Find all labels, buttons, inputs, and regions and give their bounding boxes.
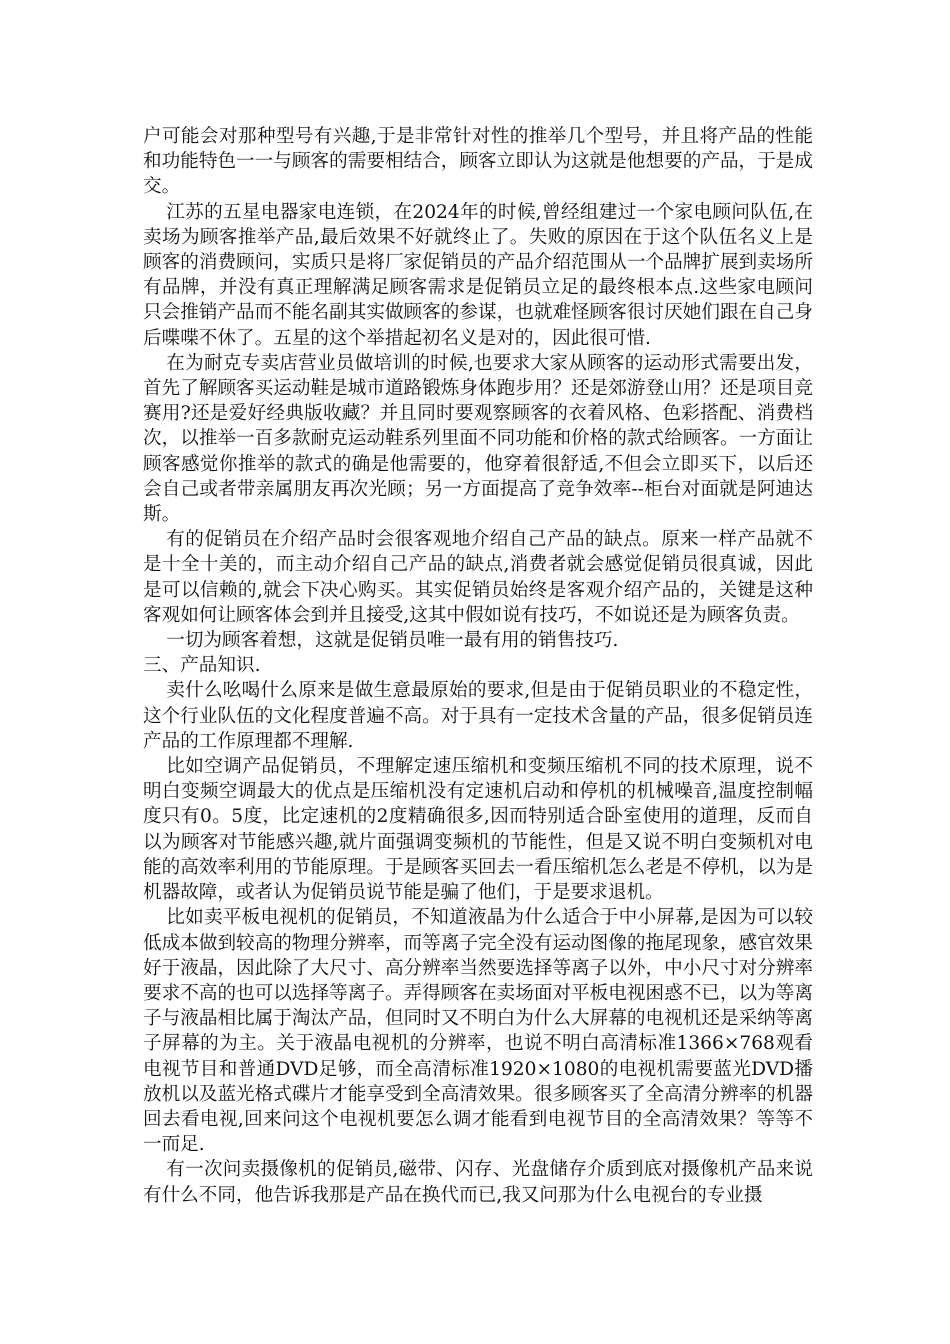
paragraph-wuxing: 江苏的五星电器家电连锁，在2024年的时候,曾经组建过一个家电顾问队伍,在卖场为顾客推举产品,最后效果不好就终止了。失败的原因在于这个队伍名义上是顾客的消费顾问，实质只是将厂家促销员的产品介绍范围从一个品牌扩展到卖场所有品牌，并没有真正理解满足顾客需求是促销员立足的最终根本点.这些家电顾问只会推销产品而不能名副其实做顾客的参谋，也就难怪顾客很讨厌她们跟在自己身后喋喋不休了。五星的这个举措起初名义是对的，因此很可惜. <box>143 201 813 349</box>
section-heading-product-knowledge: 三、产品知识. <box>143 655 261 677</box>
paragraph-flat-tv: 比如卖平板电视机的促销员，不知道液晶为什么适合于中小屏幕,是因为可以较低成本做到较高的物理分辨率，而等离子完全没有运动图像的拖尾现象，感官效果好于液晶，因此除了大尺寸、高分辨率当然要选择等离子以外，中小尺寸对分辨率要求不高的也可以选择等离子。弄得顾客在卖场面对平板电视困惑不已，以为等离子与液晶相比属于淘汰产品，但同时又不明白为什么大屏幕的电视机还是采纳等离子屏幕的为主。关于液晶电视机的分辨率，也说不明白高清标准1366×768观看电视节目和普通DVD足够，而全高清标准1920×1080的电视机需要蓝光DVD播放机以及蓝光格式碟片才能享受到全高清效果。很多顾客买了全高清分辨率的机器回去看电视,回来问这个电视机要怎么调才能看到电视节目的全高清效果？等等不一而足. <box>143 907 813 1156</box>
paragraph-product-knowledge: 卖什么吆喝什么原来是做生意最原始的要求,但是由于促销员职业的不稳定性，这个行业队伍的文化程度普遍不高。对于具有一定技术含量的产品，很多促销员连产品的工作原理都不理解. <box>143 680 813 752</box>
document-body <box>143 124 813 1208</box>
paragraph-air-conditioner: 比如空调产品促销员，不理解定速压缩机和变频压缩机不同的技术原理，说不明白变频空调最大的优点是压缩机没有定速机启动和停机的机械噪音,温度控制幅度只有0。5度，比定速机的2度精确很多,因而特别适合卧室使用的道理，反而自以为顾客对节能感兴趣,就片面强调变频机的节能性，但是又说不明白变频机对电能的高效率利用的节能原理。于是顾客买回去一看压缩机怎么老是不停机，以为是机器故障，或者认为促销员说节能是骗了他们，于是要求退机。 <box>143 756 813 904</box>
paragraph-continuation: 户可能会对那种型号有兴趣,于是非常针对性的推举几个型号，并且将产品的性能和功能特色一一与顾客的需要相结合，顾客立即认为这就是他想要的产品，于是成交。 <box>143 126 813 198</box>
paragraph-product-flaws: 有的促销员在介绍产品时会很客观地介绍自己产品的缺点。原来一样产品就不是十全十美的，而主动介绍自己产品的缺点,消费者就会感觉促销员很真诚，因此是可以信赖的,就会下决心购买。其实促销员始终是客观介绍产品的，关键是这种客观如何让顾客体会到并且接受,这其中假如说有技巧，不如说还是为顾客负责。 <box>143 529 813 626</box>
paragraph-nike: 在为耐克专卖店营业员做培训的时候,也要求大家从顾客的运动形式需要出发，首先了解顾客买运动鞋是城市道路锻炼身体跑步用？还是郊游登山用？还是项目竞赛用?还是爱好经典版收藏？并且同时要观察顾客的衣着风格、色彩搭配、消费档次，以推举一百多款耐克运动鞋系列里面不同功能和价格的款式给顾客。一方面让顾客感觉你推举的款式的确是他需要的，他穿着很舒适,不但会立即买下，以后还会自己或者带亲属朋友再次光顾；另一方面提高了竞争效率--柜台对面就是阿迪达斯。 <box>143 352 813 526</box>
paragraph-customer-first: 一切为顾客着想，这就是促销员唯一最有用的销售技巧. <box>166 630 619 652</box>
paragraph-camcorder: 有一次问卖摄像机的促销员,磁带、闪存、光盘储存介质到底对摄像机产品来说有什么不同，他告诉我那是产品在换代而已,我又问那为什么电视台的专业摄 <box>143 1159 813 1206</box>
